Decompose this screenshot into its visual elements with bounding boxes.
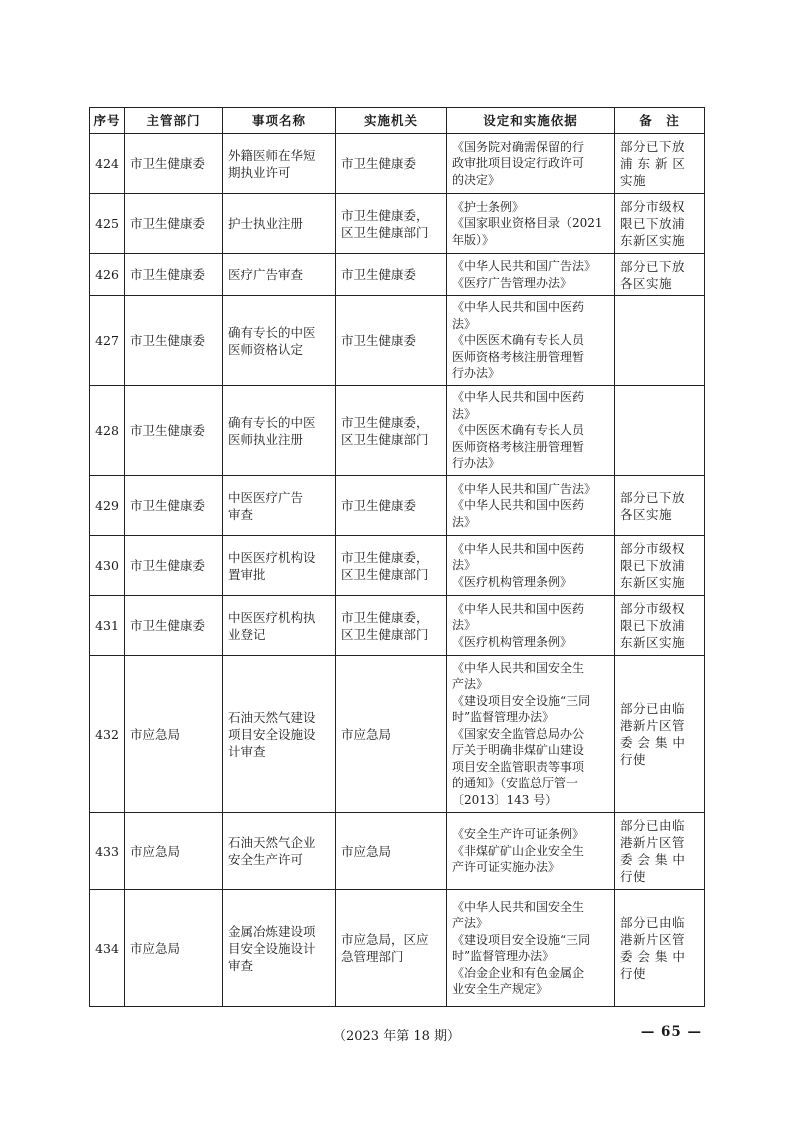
header-department: 主管部门 <box>125 108 223 134</box>
row-note: 部分已下放 浦 东 新 区 实施 <box>615 134 705 194</box>
row-note: 部分已由临 港新片区管 委 会 集 中 行使 <box>615 890 705 1007</box>
row-note <box>615 296 705 386</box>
row-seq: 432 <box>90 656 125 813</box>
row-agency: 市卫生健康委 <box>336 476 447 536</box>
row-note: 部分市级权 限已下放浦 东新区实施 <box>615 536 705 596</box>
row-basis: 《中华人民共和国中医药 法》 《中医医术确有专长人员 医师资格考核注册管理暂 行办法》 <box>447 386 615 476</box>
row-seq: 428 <box>90 386 125 476</box>
row-agency: 市卫生健康委， 区卫生健康部门 <box>336 386 447 476</box>
table-row <box>90 890 705 1007</box>
row-seq: 425 <box>90 194 125 254</box>
row-item-name: 石油天然气企业 安全生产许可 <box>223 813 336 890</box>
header-basis: 设定和实施依据 <box>447 108 615 134</box>
row-item-name: 外籍医师在华短 期执业许可 <box>223 134 336 194</box>
row-department: 市应急局 <box>125 656 223 813</box>
row-department: 市卫生健康委 <box>125 254 223 296</box>
row-department: 市卫生健康委 <box>125 134 223 194</box>
page-number: — 65 — <box>640 1024 702 1040</box>
row-item-name: 石油天然气建设 项目安全设施设 计审查 <box>223 656 336 813</box>
header-agency: 实施机关 <box>336 108 447 134</box>
row-basis: 《中华人民共和国安全生 产法》 《建设项目安全设施“三同 时”监督管理办法》 《冶金企业和有色金属企 业安全生产规定》 <box>447 890 615 1007</box>
row-basis: 《中华人民共和国广告法》 《医疗广告管理办法》 <box>447 254 615 296</box>
table-row <box>90 476 705 536</box>
row-seq: 430 <box>90 536 125 596</box>
row-agency: 市卫生健康委 <box>336 296 447 386</box>
row-note <box>615 386 705 476</box>
row-note: 部分已由临 港新片区管 委 会 集 中 行使 <box>615 813 705 890</box>
row-department: 市应急局 <box>125 890 223 1007</box>
table-row <box>90 813 705 890</box>
row-basis: 《国务院对确需保留的行 政审批项目设定行政许可 的决定》 <box>447 134 615 194</box>
row-basis: 《中华人民共和国安全生 产法》 《建设项目安全设施“三同 时”监督管理办法》 《国家安全监管总局办公 厅关于明确非煤矿山建设 项目安全监管职责等事项 的通知》（安监总厅管一 〔2013〕143 号） <box>447 656 615 813</box>
row-item-name: 确有专长的中医 医师资格认定 <box>223 296 336 386</box>
row-note: 部分市级权 限已下放浦 东新区实施 <box>615 596 705 656</box>
table-row <box>90 536 705 596</box>
row-note: 部分已由临 港新片区管 委 会 集 中 行使 <box>615 656 705 813</box>
row-item-name: 中医医疗机构执 业登记 <box>223 596 336 656</box>
items-table <box>89 107 705 1007</box>
table-row <box>90 656 705 813</box>
row-basis: 《中华人民共和国中医药 法》 《医疗机构管理条例》 <box>447 596 615 656</box>
row-item-name: 医疗广告审查 <box>223 254 336 296</box>
row-basis: 《中华人民共和国广告法》 《中华人民共和国中医药 法》 <box>447 476 615 536</box>
row-department: 市卫生健康委 <box>125 296 223 386</box>
row-agency: 市卫生健康委 <box>336 134 447 194</box>
row-seq: 424 <box>90 134 125 194</box>
row-agency: 市卫生健康委 <box>336 254 447 296</box>
row-basis: 《护士条例》 《国家职业资格目录（2021 年版）》 <box>447 194 615 254</box>
table-row <box>90 596 705 656</box>
row-agency: 市卫生健康委， 区卫生健康部门 <box>336 536 447 596</box>
table-row <box>90 296 705 386</box>
row-department: 市卫生健康委 <box>125 536 223 596</box>
header-note: 备 注 <box>615 108 705 134</box>
issue-label: （2023 年第 18 期） <box>332 1029 461 1044</box>
row-item-name: 中医医疗广告 审查 <box>223 476 336 536</box>
table-row <box>90 194 705 254</box>
row-seq: 431 <box>90 596 125 656</box>
row-seq: 429 <box>90 476 125 536</box>
row-note: 部分市级权 限已下放浦 东新区实施 <box>615 194 705 254</box>
table-row <box>90 254 705 296</box>
row-note: 部分已下放 各区实施 <box>615 254 705 296</box>
row-basis: 《安全生产许可证条例》 《非煤矿矿山企业安全生 产许可证实施办法》 <box>447 813 615 890</box>
row-agency: 市应急局 <box>336 813 447 890</box>
row-item-name: 金属冶炼建设项 目安全设施设计 审查 <box>223 890 336 1007</box>
row-agency: 市卫生健康委， 区卫生健康部门 <box>336 596 447 656</box>
row-item-name: 护士执业注册 <box>223 194 336 254</box>
table-row <box>90 386 705 476</box>
table-row <box>90 134 705 194</box>
row-agency: 市应急局 <box>336 656 447 813</box>
row-basis: 《中华人民共和国中医药 法》 《中医医术确有专长人员 医师资格考核注册管理暂 行办法》 <box>447 296 615 386</box>
table-header-row <box>90 108 705 134</box>
row-department: 市卫生健康委 <box>125 476 223 536</box>
header-item-name: 事项名称 <box>223 108 336 134</box>
row-basis: 《中华人民共和国中医药 法》 《医疗机构管理条例》 <box>447 536 615 596</box>
row-department: 市卫生健康委 <box>125 386 223 476</box>
row-seq: 434 <box>90 890 125 1007</box>
header-seq: 序号 <box>90 108 125 134</box>
row-seq: 427 <box>90 296 125 386</box>
row-note: 部分已下放 各区实施 <box>615 476 705 536</box>
row-seq: 426 <box>90 254 125 296</box>
row-seq: 433 <box>90 813 125 890</box>
row-agency: 市应急局，区应 急管理部门 <box>336 890 447 1007</box>
row-item-name: 中医医疗机构设 置审批 <box>223 536 336 596</box>
row-department: 市卫生健康委 <box>125 194 223 254</box>
row-department: 市卫生健康委 <box>125 596 223 656</box>
row-agency: 市卫生健康委， 区卫生健康部门 <box>336 194 447 254</box>
row-department: 市应急局 <box>125 813 223 890</box>
row-item-name: 确有专长的中医 医师执业注册 <box>223 386 336 476</box>
